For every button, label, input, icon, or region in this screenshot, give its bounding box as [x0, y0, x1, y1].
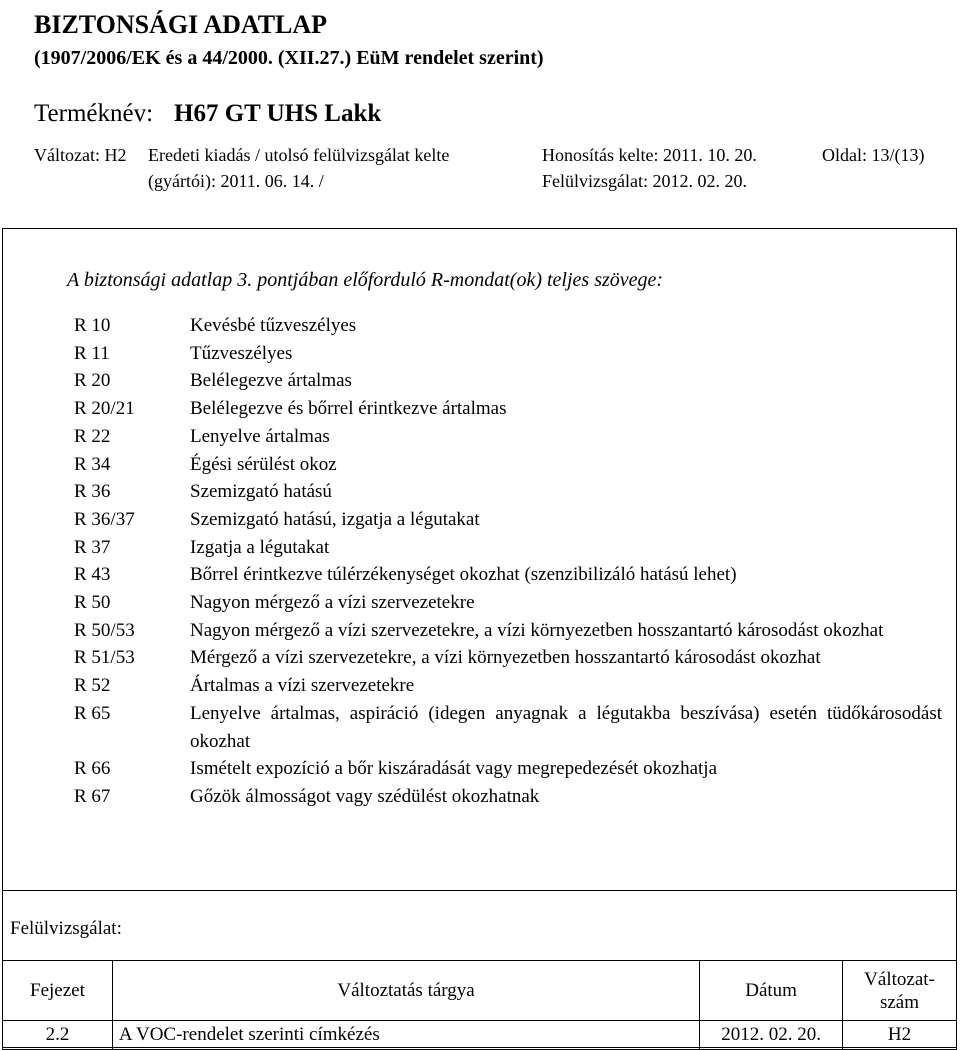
- issue-value: (gyártói): 2011. 06. 14. /: [148, 171, 324, 191]
- cell-version: H2: [843, 1021, 957, 1050]
- r-phrase-list: [74, 312, 942, 811]
- r-phrase-text: Ártalmas a vízi szervezetekre: [190, 675, 415, 697]
- r-phrase-code: R 36/37: [74, 508, 135, 530]
- r-phrase-code: R 11: [74, 342, 110, 364]
- version-info: Változat: H2: [34, 145, 127, 165]
- regulation-subtitle: (1907/2006/EK és a 44/2000. (XII.27.) EüM rendelet szerint): [34, 47, 544, 69]
- product-name: H67 GT UHS Lakk: [174, 100, 382, 127]
- r-phrase-code: R 67: [74, 785, 111, 807]
- r-phrase-code: R 65: [74, 702, 111, 724]
- cell-subject: A VOC-rendelet szerinti címkézés: [112, 1021, 699, 1050]
- r-phrase-text: Gőzök álmosságot vagy szédülést okozhatnak: [190, 785, 540, 807]
- r-phrase-code: R 50/53: [74, 619, 135, 641]
- r-phrase-text: Mérgező a vízi szervezetekre, a vízi környezetben hosszantartó károsodást okozhat: [190, 647, 821, 669]
- r-phrase-text: Belélegezve és bőrrel érintkezve ártalmas: [190, 398, 507, 420]
- list-item: [74, 589, 942, 617]
- r-phrase-code: R 43: [74, 564, 111, 586]
- r-phrase-code: R 34: [74, 453, 111, 475]
- list-item: [74, 367, 942, 395]
- list-item: [74, 312, 942, 340]
- r-phrase-text: Lenyelve ártalmas, aspiráció (idegen anyagnak a légutakba beszívása) esetén tüdőkárosodást okozhat: [190, 702, 942, 752]
- r-phrase-text: Kevésbé tűzveszélyes: [190, 315, 357, 336]
- cell-chapter: 2.2: [3, 1021, 113, 1050]
- r-phrase-text: Szemizgató hatású: [190, 481, 332, 503]
- list-item: [74, 783, 942, 811]
- r-phrase-text: Belélegezve ártalmas: [190, 370, 352, 392]
- r-phrases-intro: A biztonsági adatlap 3. pontjában előforduló R-mondat(ok) teljes szövege:: [67, 269, 664, 291]
- r-phrase-code: R 50: [74, 592, 111, 614]
- adoption-date: Honosítás kelte: 2011. 10. 20.: [542, 145, 757, 165]
- list-item: [74, 423, 942, 451]
- r-phrase-text: Izgatja a légutakat: [190, 536, 330, 558]
- list-item: [74, 561, 942, 589]
- divider-line: [2, 890, 957, 891]
- list-item: [74, 755, 942, 783]
- column-header-version: [843, 961, 957, 1021]
- column-header-version-line2: szám: [879, 991, 920, 1013]
- issue-label: Eredeti kiadás / utolsó felülvizsgálat kelte: [148, 145, 450, 165]
- r-phrase-text: Ismételt expozíció a bőr kiszáradását vagy megrepedezését okozhatja: [190, 758, 718, 780]
- revision-table: [2, 960, 957, 1050]
- r-phrase-code: R 52: [74, 675, 111, 697]
- list-item: [74, 644, 942, 672]
- list-item: [74, 672, 942, 700]
- r-phrase-text: Tűzveszélyes: [190, 342, 293, 364]
- list-item: [74, 478, 942, 506]
- column-header-date: Dátum: [700, 961, 843, 1021]
- r-phrase-code: R 10: [74, 315, 111, 336]
- r-phrase-text: Nagyon mérgező a vízi szervezetekre, a vízi környezetben hosszantartó károsodást okozhat: [190, 619, 884, 641]
- column-header-chapter: Fejezet: [3, 961, 113, 1021]
- r-phrase-code: R 37: [74, 536, 111, 558]
- column-header-subject: Változtatás tárgya: [112, 961, 699, 1021]
- r-phrase-text: Szemizgató hatású, izgatja a légutakat: [190, 508, 480, 530]
- page-number: Oldal: 13/(13): [822, 145, 925, 165]
- revision-header-row: [3, 961, 957, 1021]
- revision-label: Felülvizsgálat:: [10, 918, 122, 939]
- r-phrase-code: R 66: [74, 758, 111, 780]
- review-date: Felülvizsgálat: 2012. 02. 20.: [542, 171, 747, 191]
- r-phrase-text: Égési sérülést okoz: [190, 453, 337, 475]
- table-row: [3, 1021, 957, 1050]
- r-phrase-code: R 51/53: [74, 647, 135, 669]
- column-header-version-line1: Változat-: [864, 968, 935, 990]
- r-phrase-code: R 22: [74, 425, 111, 447]
- list-item: [74, 534, 942, 562]
- cell-date: 2012. 02. 20.: [700, 1021, 843, 1050]
- r-phrase-text: Bőrrel érintkezve túlérzékenységet okozhat (szenzibilizáló hatású lehet): [190, 564, 737, 586]
- list-item: [74, 617, 942, 645]
- r-phrase-text: Lenyelve ártalmas: [190, 425, 330, 447]
- r-phrase-code: R 20/21: [74, 398, 135, 420]
- list-item: [74, 700, 942, 755]
- list-item: [74, 506, 942, 534]
- document-title: BIZTONSÁGI ADATLAP: [34, 10, 328, 39]
- r-phrase-code: R 36: [74, 481, 111, 503]
- product-label: Terméknév:: [34, 100, 154, 127]
- list-item: [74, 451, 942, 479]
- list-item: [74, 340, 942, 368]
- r-phrase-code: R 20: [74, 370, 111, 392]
- r-phrase-text: Nagyon mérgező a vízi szervezetekre: [190, 592, 475, 614]
- list-item: [74, 395, 942, 423]
